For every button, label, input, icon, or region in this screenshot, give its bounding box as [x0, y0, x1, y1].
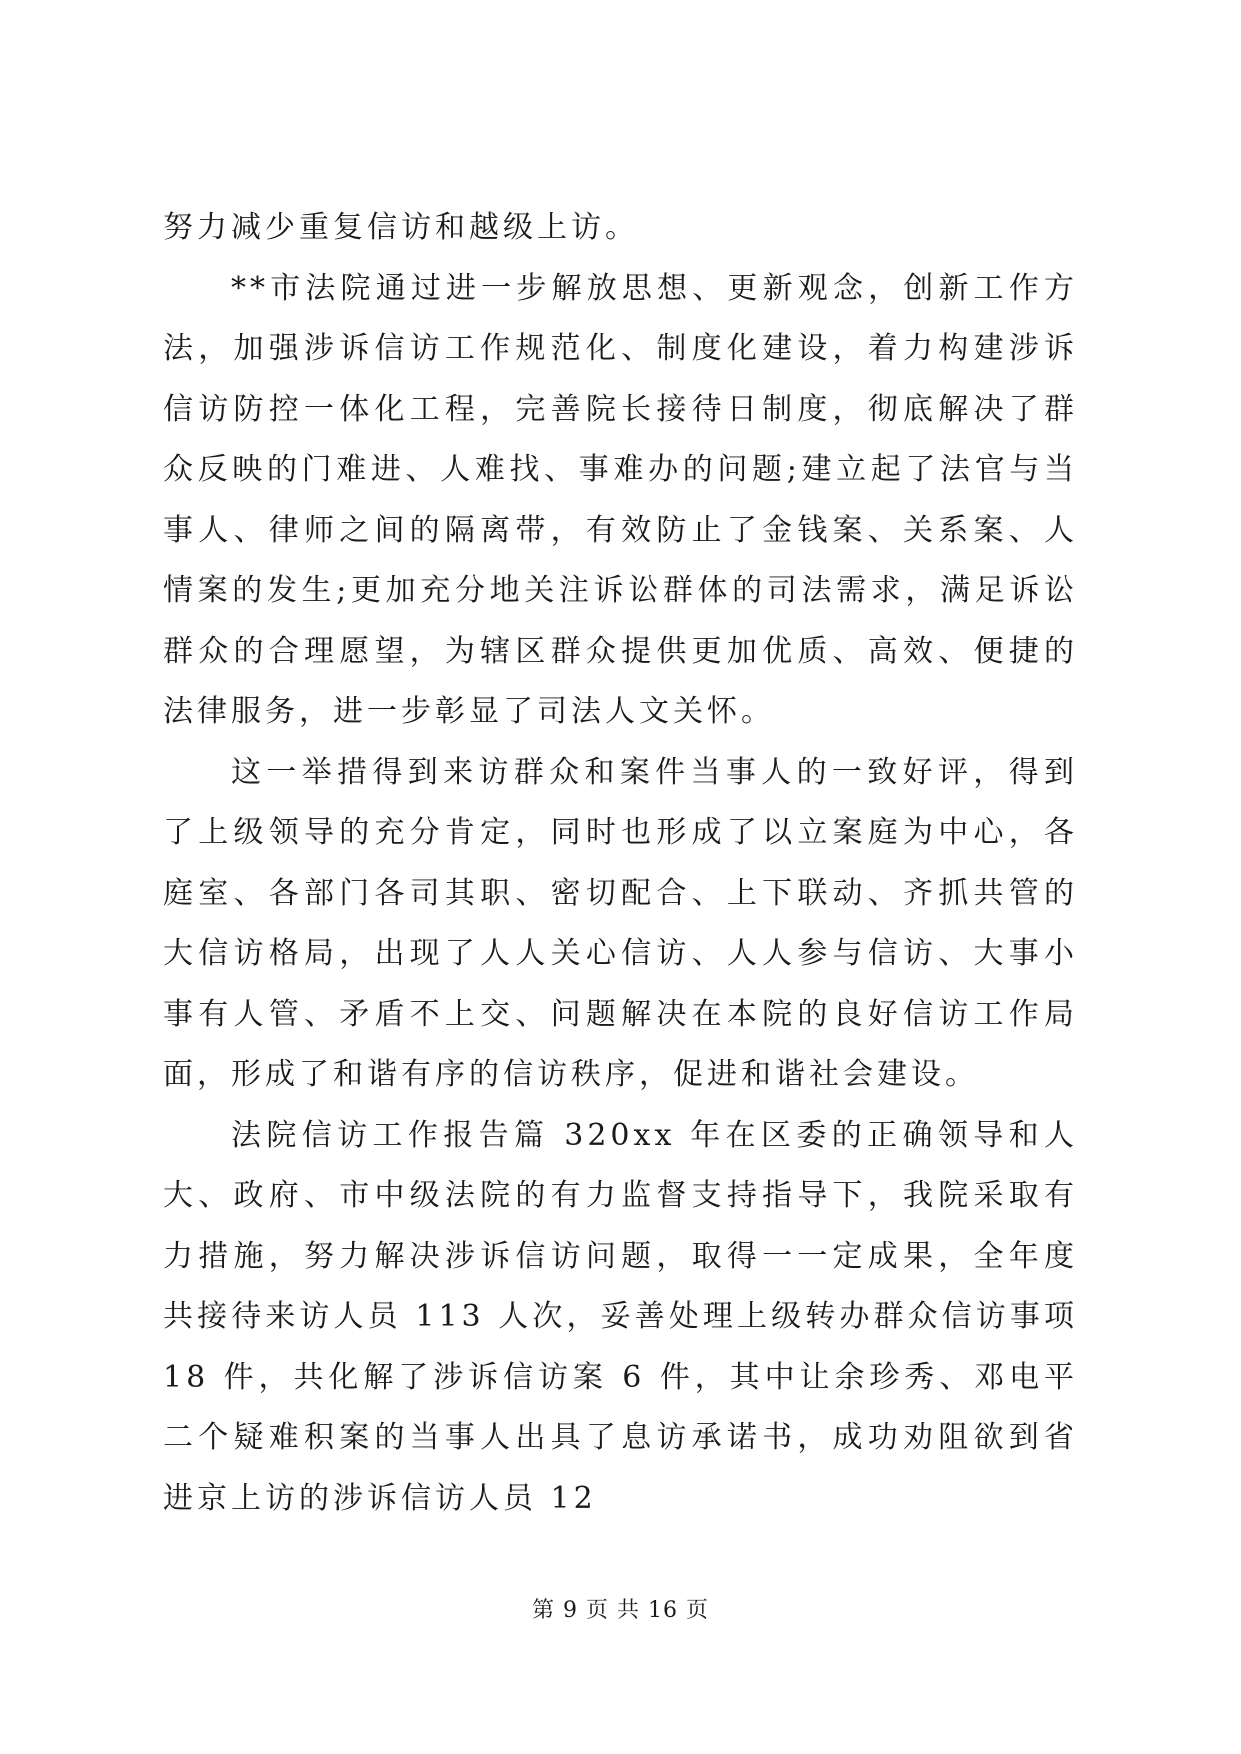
paragraph-4: 法院信访工作报告篇 320xx 年在区委的正确领导和人大、政府、市中级法院的有力监督支持指导下，我院采取有力措施，努力解决涉诉信访问题，取得一一定成果，全年度共接待来访人员 113 人次，妥善处理上级转办群众信访事项 18 件，共化解了涉诉信访案 6 件，其中让余珍秀、邓电平二个疑难积案的当事人出具了息访承诺书，成功劝阻欲到省进京上访的涉诉信访人员 12	[163, 1117, 1078, 1516]
paragraph-3: 这一举措得到来访群众和案件当事人的一致好评，得到了上级领导的充分肯定，同时也形成了以立案庭为中心，各庭室、各部门各司其职、密切配合、上下联动、齐抓共管的大信访格局，出现了人人关心信访、人人参与信访、大事小事有人管、矛盾不上交、问题解决在本院的良好信访工作局面，形成了和谐有序的信访秩序，促进和谐社会建设。	[163, 754, 1078, 1092]
paragraph-2: **市法院通过进一步解放思想、更新观念，创新工作方法，加强涉诉信访工作规范化、制度化建设，着力构建涉诉信访防控一体化工程，完善院长接待日制度，彻底解决了群众反映的门难进、人难找、事难办的问题;建立起了法官与当事人、律师之间的隔离带，有效防止了金钱案、关系案、人情案的发生;更加充分地关注诉讼群体的司法需求，满足诉讼群众的合理愿望，为辖区群众提供更加优质、高效、便捷的法律服务，进一步彰显了司法人文关怀。	[163, 270, 1078, 729]
page-footer: 第 9 页 共 16 页	[532, 1598, 709, 1623]
paragraph-1: 努力减少重复信访和越级上访。	[163, 210, 639, 245]
document-body	[163, 198, 1078, 1529]
